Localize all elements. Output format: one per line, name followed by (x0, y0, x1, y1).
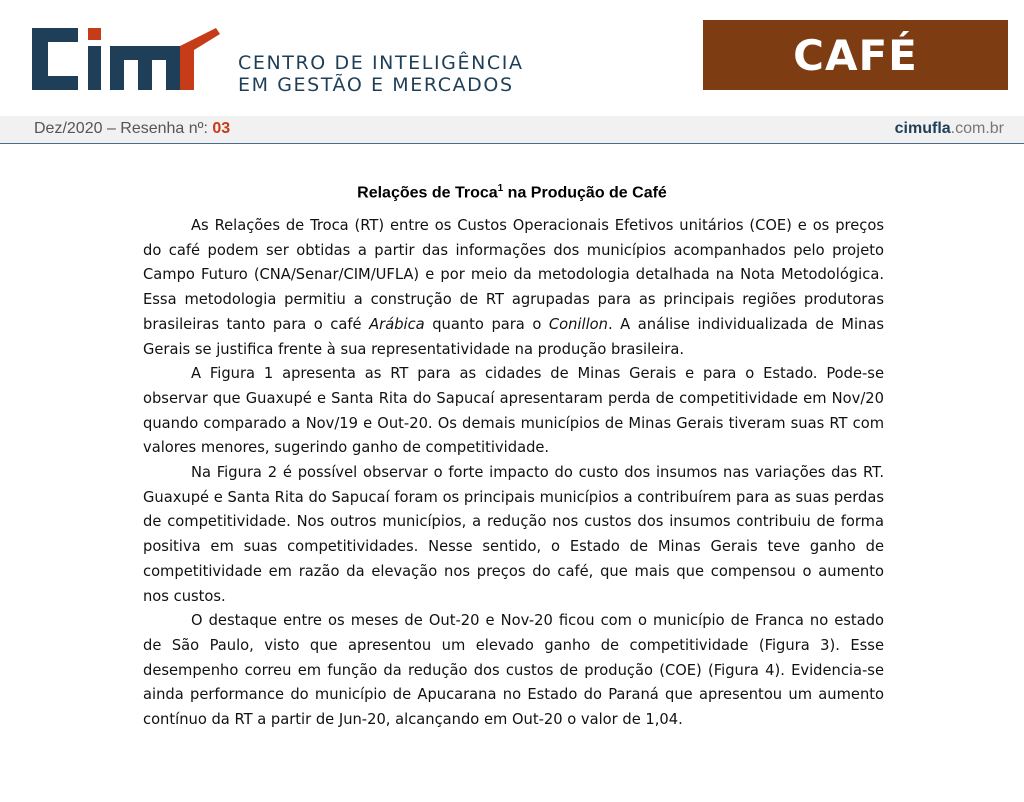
site-name: cimufla (894, 120, 951, 137)
organization-name (238, 52, 524, 96)
paragraph-1 (143, 214, 884, 362)
paragraph-1-text-c: . A análise individualizada de Minas Gerais se justifica frente à sua representatividade na produção brasileira. (143, 315, 884, 358)
issue-prefix: Dez/2020 – Resenha nº: (34, 120, 213, 137)
title-main: Relações de Troca (357, 184, 498, 202)
site-domain: .com.br (950, 120, 1004, 137)
issue-bar (0, 116, 1024, 144)
footnote-mark: 1 (497, 183, 504, 194)
title-rest: na Produção de Café (503, 184, 667, 202)
section-badge-label: CAFÉ (793, 30, 918, 80)
section-badge (703, 20, 1008, 90)
org-name-line1: CENTRO DE INTELIGÊNCIA (238, 52, 524, 74)
article-body (143, 214, 884, 733)
cim-logo (30, 24, 225, 94)
paragraph-1-text-a: As Relações de Troca (RT) entre os Custos Operacionais Efetivos unitários (COE) e os preços do café podem ser obtidas a partir das informações dos municípios acompanhados pelo projeto Campo Futuro (CNA/Senar/CIM/UFLA) e por meio da metodologia detalhada na Nota Metodológica. Essa metodologia permitiu a construção de RT agrupadas para as principais regiões produtoras brasileiras tanto para o café (143, 217, 884, 333)
paragraph-1-italic-conillon: Conillon (548, 315, 608, 333)
paragraph-1-text-b: quanto para o (424, 315, 549, 333)
issue-info (34, 120, 230, 138)
paragraph-2: A Figura 1 apresenta as RT para as cidades de Minas Gerais e para o Estado. Pode-se observar que Guaxupé e Santa Rita do Sapucaí apresentaram perda de competitividade em Nov/20 quando comparado a Nov/19 e Out-20. Os demais municípios de Minas Gerais tiveram suas RT com valores menores, sugerindo ganho de competitividade. (143, 365, 884, 457)
paragraph-1-italic-arabica: Arábica (369, 315, 425, 333)
org-name-line2: EM GESTÃO E MERCADOS (238, 74, 514, 96)
paragraph-4: O destaque entre os meses de Out-20 e Nov-20 ficou com o município de Franca no estado de São Paulo, visto que apresentou um elevado ganho de competitividade (Figura 3). Esse desempenho correu em função da redução dos custos de produção (COE) (Figura 4). Evidencia-se ainda performance do município de Apucarana no Estado do Paraná que apresentou um aumento contínuo da RT a partir de Jun-20, alcançando em Out-20 o valor de 1,04. (143, 612, 884, 729)
document-title (0, 183, 1024, 202)
issue-number: 03 (212, 120, 231, 137)
page-header (0, 0, 1024, 116)
site-link[interactable] (895, 120, 1004, 138)
paragraph-3: Na Figura 2 é possível observar o forte impacto do custo dos insumos nas variações das RT. Guaxupé e Santa Rita do Sapucaí foram os principais municípios a contribuírem para as suas perdas de competitividade. Nos outros municípios, a redução nos custos dos insumos contribuiu de forma positiva em suas competitividades. Nesse sentido, o Estado de Minas Gerais teve ganho de competitividade em razão da elevação nos preços do café, que mais que compensou o aumento nos custos. (143, 464, 884, 605)
